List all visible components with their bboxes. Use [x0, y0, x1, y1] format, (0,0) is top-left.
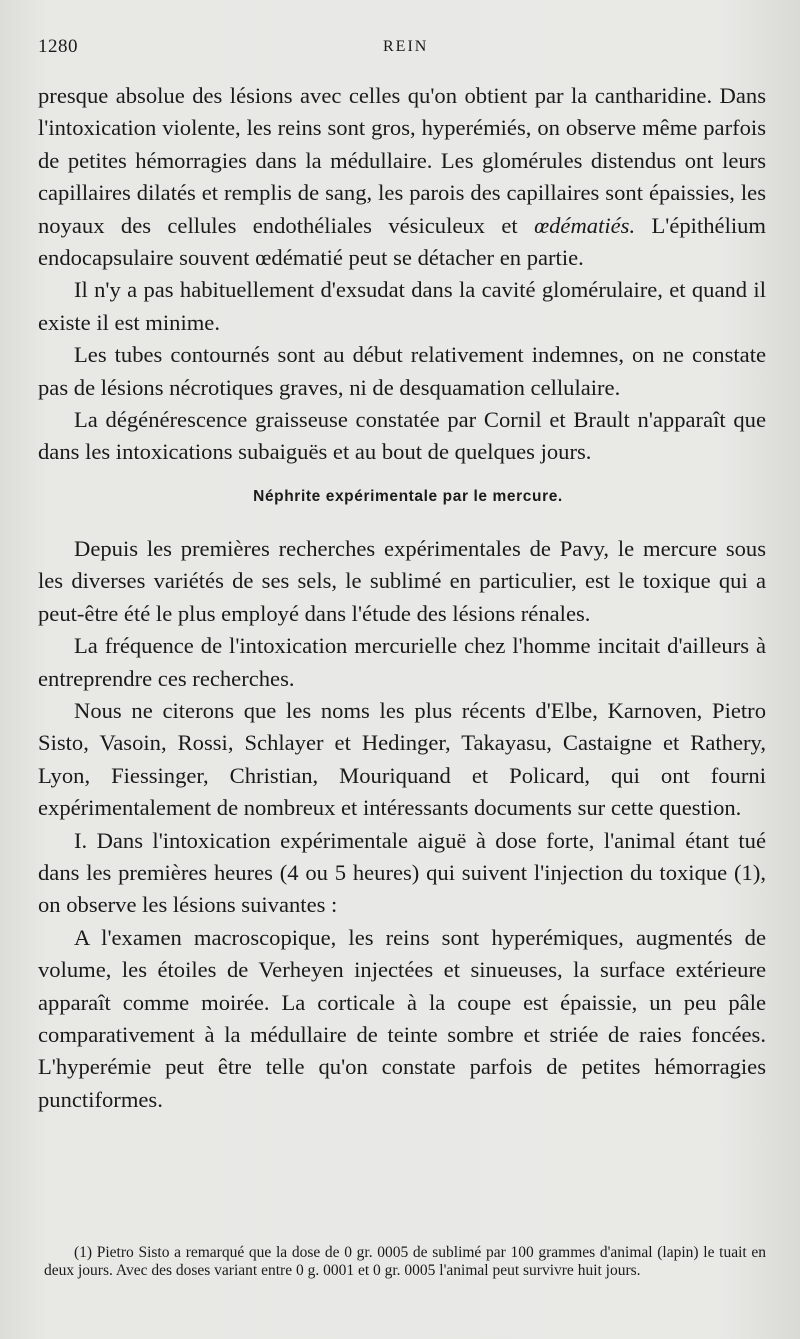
paragraph: Depuis les premières recherches expérimentales de Pavy, le mercure sous les diverses variétés de ses sels, le sublimé en particulier, est le toxique qui a peut-être été le plus employé dans l'étude des lésions rénales.: [38, 535, 766, 626]
section-heading: Néphrite expérimentale par le mercure.: [253, 487, 563, 505]
paragraph-text: presque absolue des lésions avec celles qu'on obtient par la cantharidine. Dans l'intoxication violente, les reins sont gros, hyperémiés, on observe même parfois de petites hémorragies dans la médullaire. Les glomérules distendus ont leurs capillaires dilatés et remplis de sang, les parois des capillaires sont épaissies, les noyaux des cellules endothéliales vésiculeux et: [38, 83, 766, 238]
paragraph: A l'examen macroscopique, les reins sont hyperémiques, augmentés de volume, les étoiles de Verheyen injectées et sinueuses, la surface extérieure apparaît comme moirée. La corticale à la coupe est épaissie, un peu pâle comparativement à la médullaire de teinte sombre et striée de raies foncées. L'hyperémie peut être telle qu'on constate parfois de petites hémorragies punctiformes.: [38, 924, 766, 1112]
paragraph: La fréquence de l'intoxication mercurielle chez l'homme incitait d'ailleurs à entreprendre ces recherches.: [38, 633, 766, 691]
paragraph: Les tubes contournés sont au début relativement indemnes, on ne constate pas de lésions nécrotiques graves, ni de desquamation cellulaire.: [38, 342, 766, 400]
running-title: REIN: [383, 38, 429, 55]
paragraph: La dégénérescence graisseuse constatée par Cornil et Brault n'apparaît que dans les intoxications subaiguës et au bout de quelques jours.: [38, 407, 766, 465]
body-text: [38, 80, 766, 1116]
paragraph-text: L'épithélium endocapsulaire souvent œdématié peut se détacher en partie.: [38, 212, 766, 271]
paragraph: Nous ne citerons que les noms les plus récents d'Elbe, Karnoven, Pietro Sisto, Vasoin, Rossi, Schlayer et Hedinger, Takayasu, Castaigne et Rathery, Lyon, Fiessinger, Christian, Mouriquand et Policard, qui ont fourni expérimentalement de nombreux et intéressants documents sur cette question.: [38, 697, 766, 821]
paragraph: [38, 80, 766, 274]
running-head: [38, 0, 766, 80]
paragraph: I. Dans l'intoxication expérimentale aiguë à dose forte, l'animal étant tué dans les premières heures (4 ou 5 heures) qui suivent l'injection du toxique (1), on observe les lésions suivantes :: [38, 827, 766, 918]
italic-term: œdématiés.: [534, 212, 636, 238]
footnote: (1) Pietro Sisto a remarqué que la dose de 0 gr. 0005 de sublimé par 100 grammes d'animal (lapin) le tuait en deux jours. Avec des doses variant entre 0 g. 0001 et 0 gr. 0005 l'animal peut survivre huit jours.: [44, 1244, 766, 1279]
page-number: 1280: [38, 36, 78, 57]
paragraph: Il n'y a pas habituellement d'exsudat dans la cavité glomérulaire, et quand il existe il est minime.: [38, 277, 766, 335]
